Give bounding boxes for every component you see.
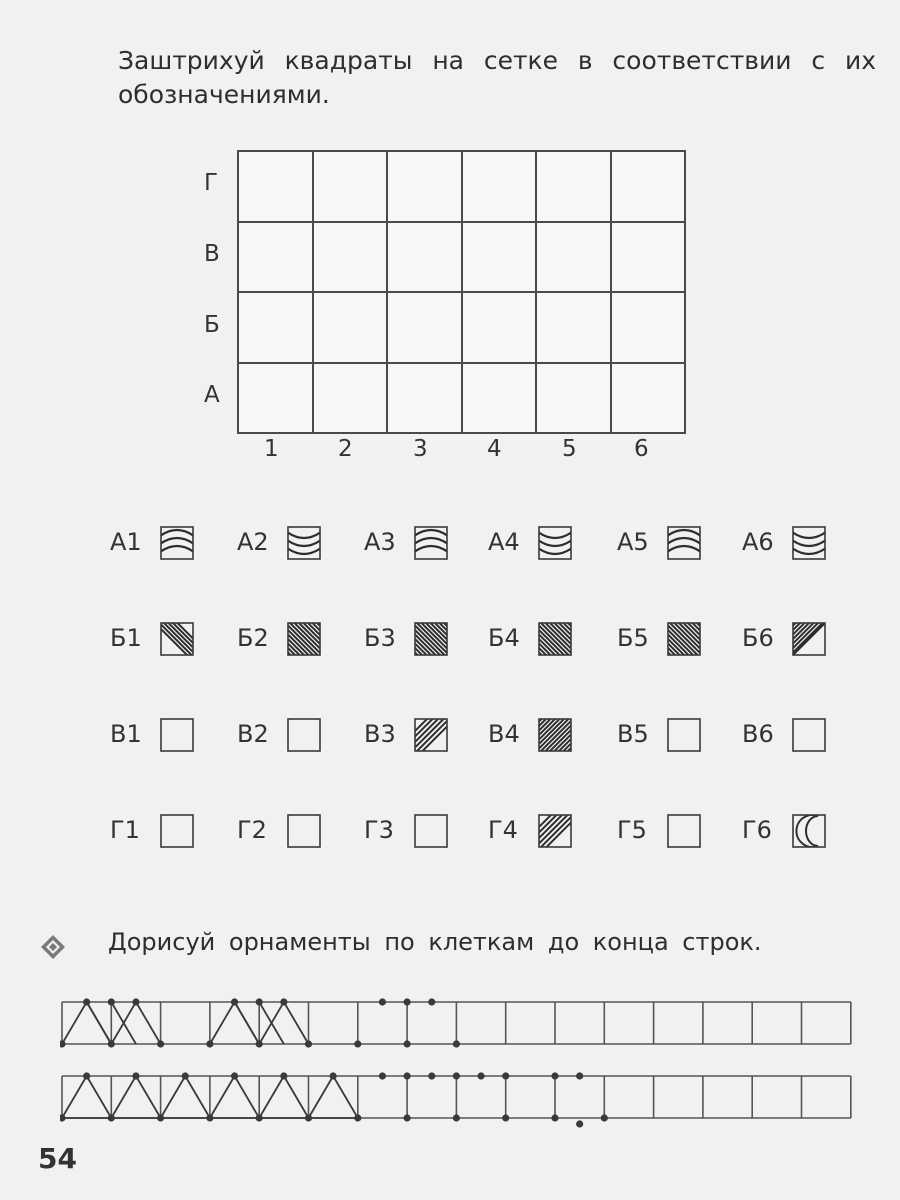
- grid-cell[interactable]: [237, 150, 314, 223]
- legend-label: Г3: [364, 816, 394, 844]
- legend-item: [237, 716, 327, 752]
- legend-item: [364, 716, 454, 752]
- legend-item: [110, 620, 200, 656]
- legend-swatch-hatch-back-full-icon: [538, 622, 572, 656]
- grid-cell[interactable]: [535, 150, 612, 223]
- legend-label: В6: [742, 720, 774, 748]
- legend-label: В1: [110, 720, 142, 748]
- legend-swatch-hatch-fwd-corner-icon: [792, 622, 826, 656]
- col-label-2: 2: [338, 436, 353, 462]
- grid-cell[interactable]: [610, 150, 687, 223]
- grid-cell[interactable]: [461, 362, 538, 435]
- legend-swatch-arcs-down-icon: [538, 526, 572, 560]
- legend-item: [364, 620, 454, 656]
- legend-label: Г5: [617, 816, 647, 844]
- col-label-4: 4: [487, 436, 502, 462]
- legend-label: А6: [742, 528, 774, 556]
- legend-swatch-empty-icon: [414, 814, 448, 848]
- legend-item: [110, 812, 200, 848]
- legend-item: [742, 524, 832, 560]
- legend-item: [742, 716, 832, 752]
- grid-cell[interactable]: [237, 221, 314, 294]
- legend-item: [110, 716, 200, 752]
- legend-swatch-empty-icon: [667, 718, 701, 752]
- grid-cell[interactable]: [312, 221, 389, 294]
- legend-swatch-empty-icon: [287, 718, 321, 752]
- task2-instruction: Дорисуй орнаменты по клеткам до конца строк.: [108, 928, 762, 956]
- legend-label: Г6: [742, 816, 772, 844]
- grid-cell[interactable]: [610, 362, 687, 435]
- legend-swatch-empty-icon: [667, 814, 701, 848]
- legend-item: [237, 812, 327, 848]
- legend-item: [237, 524, 327, 560]
- legend-label: А2: [237, 528, 269, 556]
- col-label-6: 6: [634, 436, 649, 462]
- legend-item: [742, 620, 832, 656]
- legend-swatch-arcs-up-icon: [667, 526, 701, 560]
- grid-cell[interactable]: [312, 291, 389, 364]
- grid-cell[interactable]: [461, 150, 538, 223]
- legend-label: Б5: [617, 624, 649, 652]
- grid-cell[interactable]: [237, 291, 314, 364]
- legend-swatch-hatch-back-full-icon: [414, 622, 448, 656]
- legend-item: [488, 620, 578, 656]
- col-label-5: 5: [562, 436, 577, 462]
- row-label-b: Б: [204, 312, 220, 338]
- row-label-a: А: [204, 382, 220, 408]
- grid-cell[interactable]: [535, 362, 612, 435]
- legend-item: [488, 812, 578, 848]
- legend-item: [110, 524, 200, 560]
- legend-item: [364, 812, 454, 848]
- legend-label: Б1: [110, 624, 142, 652]
- grid-cell[interactable]: [312, 150, 389, 223]
- legend-item: [617, 812, 707, 848]
- grid-cell[interactable]: [386, 221, 463, 294]
- legend-swatch-empty-icon: [160, 718, 194, 752]
- row-label-v: В: [204, 241, 220, 267]
- grid-cell[interactable]: [461, 291, 538, 364]
- task1-instruction: Заштрихуй квадраты на сетке в соответствии с их обозначениями.: [118, 46, 876, 109]
- diamond-bullet-icon: [40, 934, 66, 960]
- legend-swatch-arcs-down-icon: [287, 526, 321, 560]
- legend-swatch-hatch-fwd-partial-icon: [538, 814, 572, 848]
- grid-cell[interactable]: [386, 150, 463, 223]
- legend-swatch-empty-icon: [792, 718, 826, 752]
- grid-cell[interactable]: [610, 291, 687, 364]
- legend-item: [617, 524, 707, 560]
- legend-swatch-hatch-back-partial-icon: [160, 622, 194, 656]
- legend-swatch-empty-icon: [287, 814, 321, 848]
- grid-cell[interactable]: [535, 221, 612, 294]
- col-label-3: 3: [413, 436, 428, 462]
- legend-label: А4: [488, 528, 520, 556]
- grid-cell[interactable]: [237, 362, 314, 435]
- legend-item: [488, 524, 578, 560]
- legend-label: Б3: [364, 624, 396, 652]
- legend-swatch-hatch-fwd-partial-icon: [414, 718, 448, 752]
- legend-label: Г2: [237, 816, 267, 844]
- grid-cell[interactable]: [535, 291, 612, 364]
- legend-label: А1: [110, 528, 142, 556]
- grid-cell[interactable]: [610, 221, 687, 294]
- legend-swatch-hatch-back-full-icon: [287, 622, 321, 656]
- grid-cell[interactable]: [461, 221, 538, 294]
- row-label-g: Г: [204, 170, 219, 196]
- legend-label: В5: [617, 720, 649, 748]
- legend-swatch-arcs-up-icon: [414, 526, 448, 560]
- legend-item: [237, 620, 327, 656]
- legend-label: А5: [617, 528, 649, 556]
- legend-label: В4: [488, 720, 520, 748]
- legend-swatch-crescent-icon: [792, 814, 826, 848]
- legend-label: Г4: [488, 816, 518, 844]
- legend-item: [617, 716, 707, 752]
- grid-cell[interactable]: [312, 362, 389, 435]
- legend-swatch-hatch-fwd-full-icon: [538, 718, 572, 752]
- legend-item: [742, 812, 832, 848]
- legend-label: Б2: [237, 624, 269, 652]
- col-label-1: 1: [264, 436, 279, 462]
- legend-label: Г1: [110, 816, 140, 844]
- legend-swatch-arcs-up-icon: [160, 526, 194, 560]
- legend-label: Б6: [742, 624, 774, 652]
- legend-item: [617, 620, 707, 656]
- legend-swatch-empty-icon: [160, 814, 194, 848]
- ornament-row-2[interactable]: [60, 1068, 860, 1128]
- grid-cell[interactable]: [386, 362, 463, 435]
- legend-label: А3: [364, 528, 396, 556]
- legend-label: Б4: [488, 624, 520, 652]
- legend-swatch-hatch-back-full-icon: [667, 622, 701, 656]
- page-number: 54: [38, 1142, 77, 1175]
- grid-cell[interactable]: [386, 291, 463, 364]
- ornament-row-1[interactable]: [60, 992, 860, 1048]
- legend-label: В2: [237, 720, 269, 748]
- legend-label: В3: [364, 720, 396, 748]
- legend-item: [488, 716, 578, 752]
- legend-swatch-arcs-down-icon: [792, 526, 826, 560]
- legend-item: [364, 524, 454, 560]
